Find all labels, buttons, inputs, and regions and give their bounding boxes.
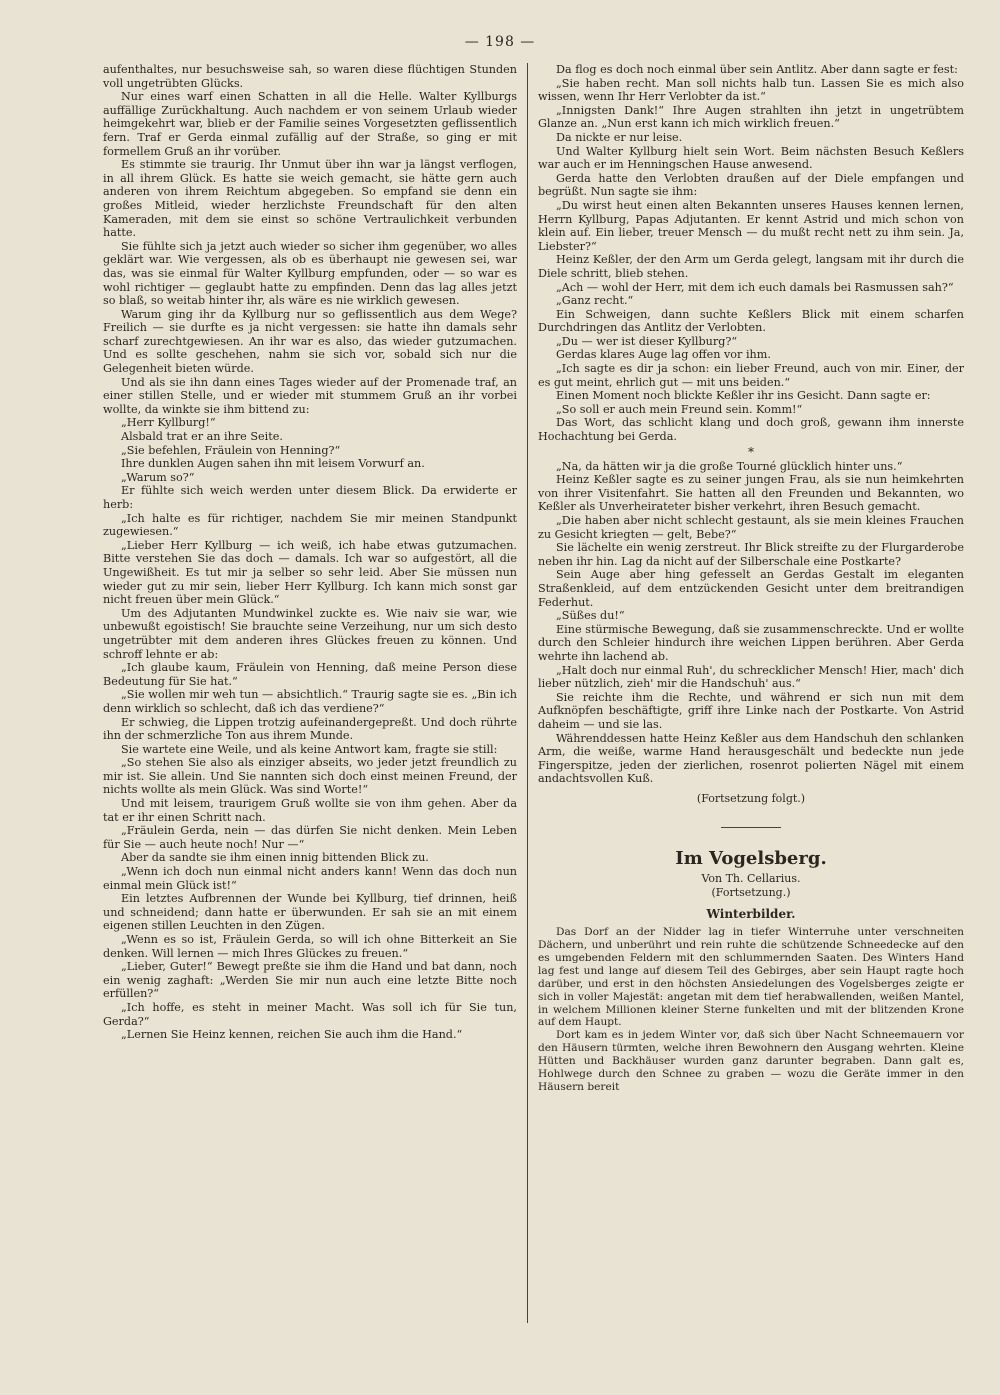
section-rule bbox=[721, 827, 781, 828]
paragraph: „Sie wollen mir weh tun — absichtlich.“ Traurig sagte sie es. „Bin ich denn wirklich so schlecht, daß ich das verdiene?“ bbox=[103, 688, 517, 715]
paragraph: „Ich halte es für richtiger, nachdem Sie mir meinen Standpunkt zugewiesen.“ bbox=[103, 511, 517, 539]
paragraph: „Na, da hätten wir ja die große Tourné glücklich hinter uns.“ bbox=[556, 459, 903, 473]
paragraph: Heinz Keßler sagte es zu seiner jungen Frau, als sie nun heimkehrten von ihrer Visitenfahrt. Sie hatten all den Freunden und Bekannten, wo Keßler als Unverheirateter bisher verkehrt, ihren Besuch gemacht. bbox=[538, 473, 964, 514]
paragraph: „Ich glaube kaum, Fräulein von Henning, daß meine Person diese Bedeutung für Sie hat.“ bbox=[103, 661, 517, 688]
left-column bbox=[103, 63, 517, 1042]
paragraph: „Ich hoffe, es steht in meiner Macht. Was soll ich für Sie tun, Gerda?“ bbox=[103, 1000, 517, 1028]
paragraph: Das Dorf an der Nidder lag in tiefer Winterruhe unter verschneiten Dächern, und unberührt und rein ruhte die schützende Schneedecke auf den es umgebenden Feldern mit den schlummernden Saaten. Des Winters Hand lag fest und lange auf diesem Teil des Gebirges, aber sein Haupt ragte hoch darüber, und erst in den höchsten Ansiedelungen des Vogelsberges zeigte er sich in voller Majestät: angetan mit dem tief herabwallenden, weißen Mantel, in welchem Millionen kleiner Sterne funkelten und mit der blitzenden Krone auf dem Haupt. bbox=[538, 926, 964, 1029]
paragraph: Und als sie ihn dann eines Tages wieder auf der Promenade traf, an einer stillen Stelle, und er wieder mit stummem Gruß an ihr vorbei wollte, da winkte sie ihm bittend zu: bbox=[103, 375, 517, 416]
paragraph: Gerda hatte den Verlobten draußen auf der Diele empfangen und begrüßt. Nun sagte sie ihm: bbox=[538, 171, 964, 199]
paragraph: Sein Auge aber hing gefesselt an Gerdas Gestalt im eleganten Straßenkleid, auf dem entzückenden Gesicht unter dem breitrandigen Federhut. bbox=[538, 568, 964, 609]
section-separator: * bbox=[748, 444, 754, 459]
paragraph: „So stehen Sie also als einziger abseits, wo jeder jetzt freundlich zu mir ist. Sie allein. Und Sie nannten sich doch einst meinen Freund, der nichts wollte als mein Glück. Was sind Worte!“ bbox=[103, 756, 517, 797]
paragraph: „Lieber, Guter!“ Bewegt preßte sie ihm die Hand und bat dann, noch ein wenig zaghaft: „Werden Sie mir nun auch eine letzte Bitte noch erfüllen?“ bbox=[103, 960, 517, 1001]
paragraph: Warum ging ihr da Kyllburg nur so geflissentlich aus dem Wege? Freilich — sie durfte es ja nicht vergessen: sie hatte ihn damals sehr scharf zurechtgewiesen. An ihr war es also, das wieder gutzumachen. Und es sollte geschehen, nahm sie sich vor, sobald sich nur die Gelegenheit bieten würde. bbox=[103, 307, 517, 376]
paragraph: Das Wort, das schlicht klang und doch groß, gewann ihm innerste Hochachtung bei Gerda. bbox=[538, 416, 964, 444]
paragraph: Er fühlte sich weich werden unter diesem Blick. Da erwiderte er herb: bbox=[103, 484, 517, 511]
paragraph: Sie fühlte sich ja jetzt auch wieder so sicher ihm gegenüber, wo alles geklärt war. Wie vergessen, als ob es überhaupt nie gewesen sei, war das, was sie einmal für Walter Kyllburg empfunden, oder — so war es wohl richtiger — geglaubt hatte zu empfinden. Denn das lag alles jetzt so blaß, so weitab hinter ihr, als wäre es nie wirklich gewesen. bbox=[103, 239, 517, 308]
paragraph: „Sie befehlen, Fräulein von Henning?“ bbox=[121, 443, 341, 457]
right-column bbox=[538, 63, 964, 1094]
paragraph: Und Walter Kyllburg hielt sein Wort. Beim nächsten Besuch Keßlers war auch er im Henningschen Hause anwesend. bbox=[538, 144, 964, 172]
column-divider bbox=[527, 63, 528, 1323]
article-body bbox=[538, 926, 964, 1094]
paragraph: Es stimmte sie traurig. Ihr Unmut über ihn war ja längst verflogen, in all ihrem Glück. Es hatte sie weich gemacht, sie hätte gern auch anderen von ihrem Reichtum abgegeben. So empfand sie denn ein großes Mitleid, wieder herzlichste Freundschaft für den alten Kameraden, mit dem sie einst so schöne Vertraulichkeit verbunden hatte. bbox=[103, 158, 517, 240]
paragraph: „Du wirst heut einen alten Bekannten unseres Hauses kennen lernen, Herrn Kyllburg, Papas Adjutanten. Er kennt Astrid und mich schon von klein auf. Ein lieber, treuer Mensch — du mußt recht nett zu ihm sein. Ja, Liebster?“ bbox=[538, 198, 964, 253]
paragraph: „Wenn ich doch nun einmal nicht anders kann! Wenn das doch nun einmal mein Glück ist!“ bbox=[103, 865, 517, 892]
article-subtitle: Winterbilder. bbox=[706, 907, 796, 922]
paragraph: Er schwieg, die Lippen trotzig aufeinandergepreßt. Und doch rührte ihn der schmerzliche Ton aus ihrem Munde. bbox=[103, 715, 517, 743]
paragraph: „Ganz recht.“ bbox=[556, 294, 634, 308]
article-continued-note: (Fortsetzung.) bbox=[711, 886, 791, 900]
paragraph: „So soll er auch mein Freund sein. Komm!“ bbox=[556, 402, 803, 416]
paragraph: „Fräulein Gerda, nein — das dürfen Sie nicht denken. Mein Leben für Sie — auch heute noch! Nur —“ bbox=[103, 824, 517, 851]
paragraph: Und mit leisem, traurigem Gruß wollte sie von ihm gehen. Aber da tat er ihr einen Schritt nach. bbox=[103, 797, 517, 824]
paragraph: „Innigsten Dank!“ Ihre Augen strahlten ihn jetzt in ungetrübtem Glanze an. „Nun erst kann ich mich wirklich freuen.“ bbox=[538, 103, 964, 131]
paragraph: „Wenn es so ist, Fräulein Gerda, so will ich ohne Bitterkeit an Sie denken. Will lernen — mich Ihres Glückes zu freuen.“ bbox=[103, 933, 517, 960]
article-author: Von Th. Cellarius. bbox=[701, 872, 801, 886]
page-number: — 198 — bbox=[464, 34, 536, 50]
paragraph: Da nickte er nur leise. bbox=[556, 130, 683, 144]
paragraph: Um des Adjutanten Mundwinkel zuckte es. Wie naiv sie war, wie unbewußt egoistisch! Sie brauchte seine Verzeihung, nur um sich desto ungetrübter mit dem anderen ihres Glückes freuen zu können. Und schroff lehnte er ab: bbox=[103, 606, 517, 661]
paragraph: Gerdas klares Auge lag offen vor ihm. bbox=[556, 348, 771, 362]
paragraph: Währenddessen hatte Heinz Keßler aus dem Handschuh den schlanken Arm, die weiße, warme Hand herausgeschält und bedeckte nun jede Fingerspitze, jeden der zierlichen, rosenrot polierten Nägel mit einem andachtsvollen Kuß. bbox=[538, 731, 964, 786]
paragraph: „Süßes du!“ bbox=[556, 609, 625, 623]
paragraph: Heinz Keßler, der den Arm um Gerda gelegt, langsam mit ihr durch die Diele schritt, blieb stehen. bbox=[538, 253, 964, 280]
paragraph: „Sie haben recht. Man soll nichts halb tun. Lassen Sie es mich also wissen, wenn Ihr Herr Verlobter da ist.“ bbox=[538, 76, 964, 104]
paragraph: Ein letztes Aufbrennen der Wunde bei Kyllburg, tief drinnen, heiß und schneidend; dann hatte er überwunden. Er sah sie an mit einem eigenen stillen Leuchten in den Zügen. bbox=[103, 892, 517, 933]
paragraph: „Die haben aber nicht schlecht gestaunt, als sie mein kleines Frauchen zu Gesicht kriegten — gelt, Bebe?“ bbox=[538, 514, 964, 541]
paragraph: Sie reichte ihm die Rechte, und während er sich nun mit dem Aufknöpfen beschäftigte, griff ihre Linke nach der Postkarte. Von Astrid daheim — und sie las. bbox=[538, 690, 964, 731]
paragraph: Aber da sandte sie ihm einen innig bittenden Blick zu. bbox=[121, 851, 429, 865]
paragraph: Alsbald trat er an ihre Seite. bbox=[121, 430, 283, 444]
article-title: Im Vogelsberg. bbox=[675, 848, 827, 870]
paragraph: „Du — wer ist dieser Kyllburg?“ bbox=[556, 334, 738, 348]
paragraph: Da flog es doch noch einmal über sein Antlitz. Aber dann sagte er fest: bbox=[556, 63, 958, 76]
paragraph: Einen Moment noch blickte Keßler ihr ins Gesicht. Dann sagte er: bbox=[556, 389, 931, 403]
paragraph: Eine stürmische Bewegung, daß sie zusammenschreckte. Und er wollte durch den Schleier hindurch ihre weichen Lippen berühren. Aber Gerda wehrte ihn lachend ab. bbox=[538, 622, 964, 663]
paragraph: Ihre dunklen Augen sahen ihn mit leisem Vorwurf an. bbox=[121, 457, 425, 471]
paragraph: „Lernen Sie Heinz kennen, reichen Sie auch ihm die Hand.“ bbox=[121, 1028, 463, 1042]
paragraph: „Warum so?“ bbox=[121, 470, 195, 484]
paragraph: „Halt doch nur einmal Ruh', du schrecklicher Mensch! Hier, mach' dich lieber nützlich, zieh' mir die Handschuh' aus.“ bbox=[538, 663, 964, 691]
paragraph: Sie wartete eine Weile, und als keine Antwort kam, fragte sie still: bbox=[121, 742, 498, 756]
paragraph: aufenthaltes, nur besuchsweise sah, so waren diese flüchtigen Stunden voll ungetrübten Glücks. bbox=[103, 63, 517, 90]
paragraph: „Ich sagte es dir ja schon: ein lieber Freund, auch von mir. Einer, der es gut meint, ehrlich gut — mit uns beiden.“ bbox=[538, 362, 964, 389]
paragraph: Nur eines warf einen Schatten in all die Helle. Walter Kyllburgs auffällige Zurückhaltung. Auch nachdem er von seinem Urlaub wieder heimgekehrt war, blieb er der Familie seines Vorgesetzten geflissentlich fern. Traf er Gerda einmal zufällig auf der Straße, so ging er mit formellem Gruß an ihr vorüber. bbox=[103, 90, 517, 158]
paragraph: Dort kam es in jedem Winter vor, daß sich über Nacht Schneemauern vor den Häusern türmten, welche ihren Bewohnern den Ausgang wehrten. Kleine Hütten und Backhäuser wurden ganz darunter begraben. Dann galt es, Hohlwege durch den Schnee zu graben — wozu die Geräte immer in den Häusern bereit bbox=[538, 1029, 964, 1093]
paragraph: Ein Schweigen, dann suchte Keßlers Blick mit einem scharfen Durchdringen das Antlitz der Verlobten. bbox=[538, 307, 964, 335]
continuation-note: (Fortsetzung folgt.) bbox=[696, 791, 806, 805]
paragraph: „Lieber Herr Kyllburg — ich weiß, ich habe etwas gutzumachen. Bitte verstehen Sie das doch — damals. Ich war so aufgestört, all die Ungewißheit. Es tut mir ja selber so sehr leid. Aber Sie müssen nun wieder gut zu mir sein, lieber Herr Kyllburg. Ich kann mich sonst gar nicht freuen über mein Glück.“ bbox=[103, 538, 517, 607]
paragraph: „Herr Kyllburg!“ bbox=[121, 416, 216, 430]
paragraph: „Ach — wohl der Herr, mit dem ich euch damals bei Rasmussen sah?“ bbox=[556, 280, 954, 294]
paragraph: Sie lächelte ein wenig zerstreut. Ihr Blick streifte zu der Flurgarderobe neben ihr hin. Lag da nicht auf der Silberschale eine Postkarte? bbox=[538, 541, 964, 568]
